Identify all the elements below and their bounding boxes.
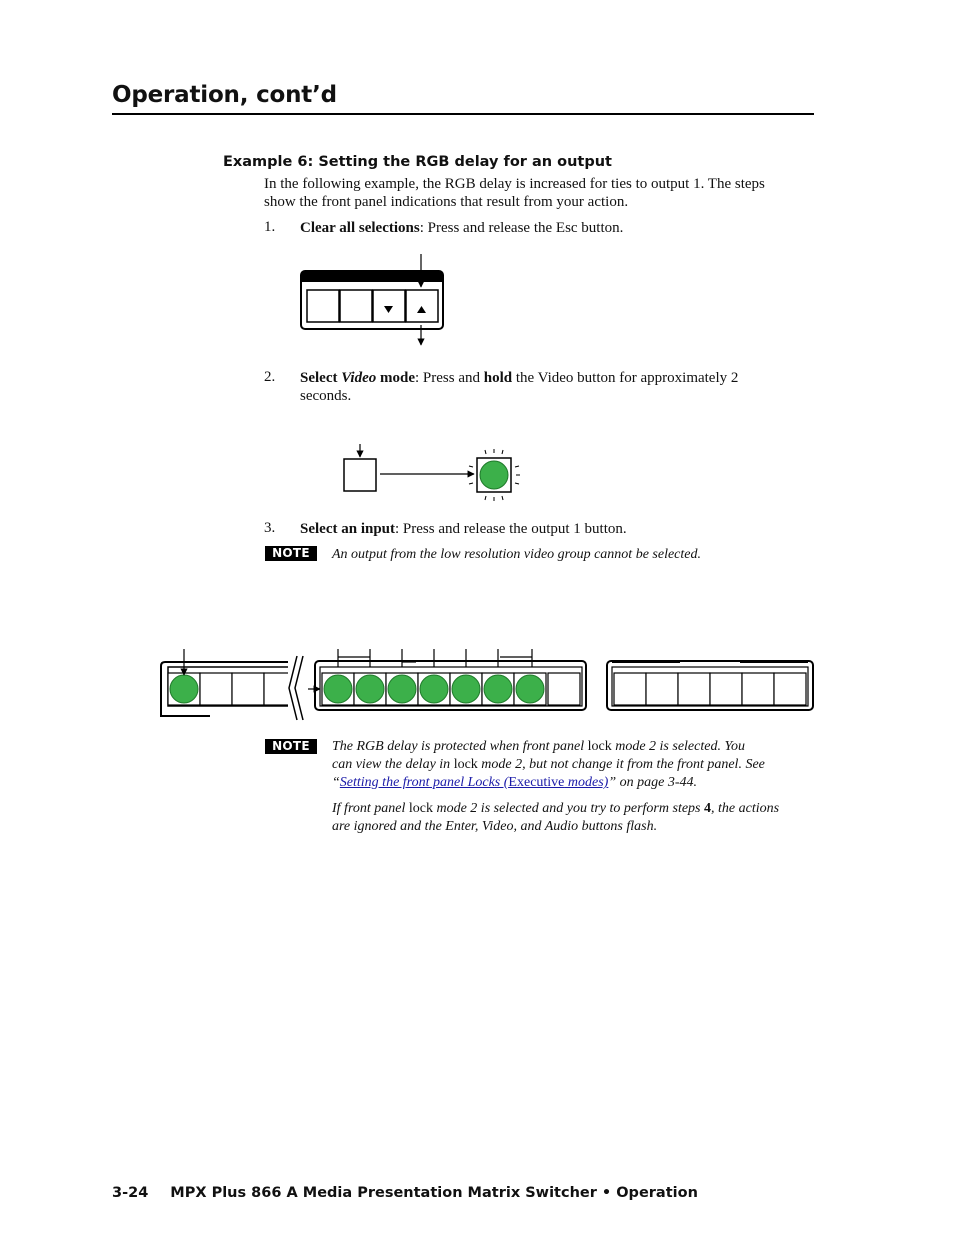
page-title: Operation, cont’d <box>112 82 337 108</box>
note-badge-2: NOTE <box>265 739 317 754</box>
lit-led <box>480 461 508 489</box>
button-banks-figure <box>161 649 813 725</box>
step-3-number: 3. <box>264 520 276 536</box>
intro-line-1: In the following example, the RGB delay is increased for ties to output 1. The steps <box>264 176 765 192</box>
note-badge: NOTE <box>265 546 317 561</box>
output-buttons-lit <box>322 673 580 705</box>
step-2-text: Select Video mode: Press and hold the Video button for approximately 2 seconds. <box>300 370 739 404</box>
control-button-1[interactable] <box>614 673 646 705</box>
control-button-3[interactable] <box>678 673 710 705</box>
video-button-unlit[interactable] <box>344 459 376 491</box>
esc-panel-button-1[interactable] <box>307 290 339 322</box>
page-number: 3-24 <box>112 1185 149 1201</box>
output-button-8[interactable] <box>548 673 580 705</box>
control-button-5[interactable] <box>742 673 774 705</box>
note-text: An output from the low resolution video group cannot be selected. <box>332 547 701 562</box>
video-mode-figure <box>344 444 520 501</box>
control-button-4[interactable] <box>710 673 742 705</box>
esc-panel-button-2[interactable] <box>340 290 372 322</box>
step-3-text: Select an input: Press and release the output 1 button. <box>300 521 627 537</box>
input-button-2[interactable] <box>200 673 232 705</box>
note-2-text-b: If front panel lock mode 2 is selected and you try to perform steps 4, the actions are ignored and the Enter, Video, and Audio buttons flash. <box>332 801 780 834</box>
esc-panel-figure <box>301 254 443 345</box>
locks-modes-link[interactable]: Setting the front panel Locks (Executive modes) <box>339 775 609 790</box>
example-heading: Example 6: Setting the RGB delay for an output <box>223 154 612 170</box>
step-1-text: Clear all selections: Press and release the Esc button. <box>300 220 624 236</box>
up-arrow-button[interactable] <box>406 290 438 322</box>
step-1-number: 1. <box>264 219 276 235</box>
step-2-number: 2. <box>264 369 276 385</box>
control-button-6[interactable] <box>774 673 806 705</box>
footer-title: MPX Plus 866 A Media Presentation Matrix Switcher • Operation <box>170 1185 698 1201</box>
page-footer <box>112 1185 698 1201</box>
input-button-3[interactable] <box>232 673 264 705</box>
intro-line-2: show the front panel indications that result from your action. <box>264 194 629 210</box>
note-2-text: The RGB delay is protected when front panel lock mode 2 is selected. You can view the delay in lock mode 2, but not change it from the front panel. See “Setting the front panel Locks (Executive modes)” on page 3-44. <box>332 739 765 790</box>
control-button-2[interactable] <box>646 673 678 705</box>
